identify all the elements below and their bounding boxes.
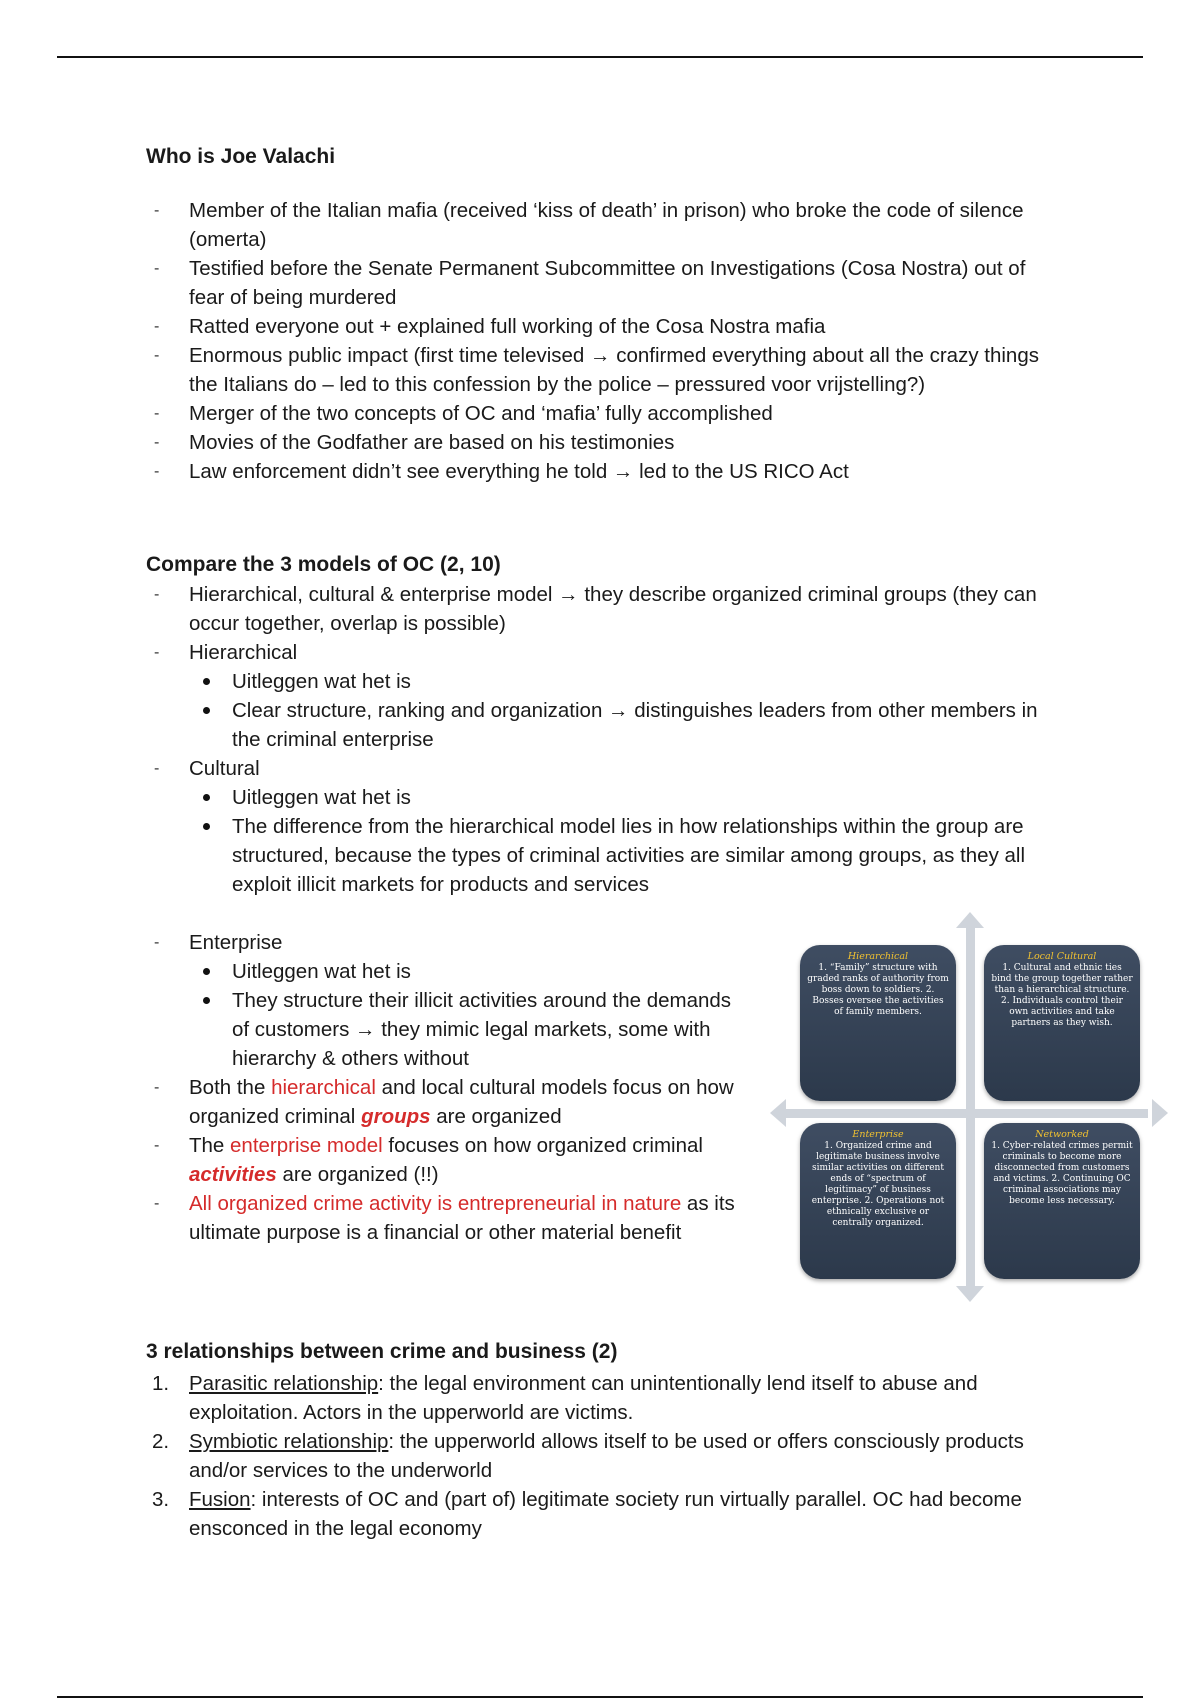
text: are organized (!!) — [276, 1163, 439, 1186]
relationships-list — [146, 1369, 1066, 1543]
models-intro-list — [146, 580, 1066, 899]
oc-models-diagram — [770, 912, 1170, 1302]
box-body: 1. “Family” structure with graded ranks of authority from boss down to soldiers. 2. Bosses oversee the activities of family members. — [807, 963, 949, 1017]
diagram-box-hierarchical — [800, 945, 956, 1101]
text: Both the — [189, 1076, 272, 1099]
list-item: - Law enforcement didn’t see everything he told → led to the US RICO Act — [146, 457, 1066, 486]
box-body: 1. Cultural and ethnic ties bind the group together rather than a hierarchical structure. 2. Individuals control their own activities and take partners as they wish. — [991, 963, 1133, 1028]
box-title: Local Cultural — [1027, 951, 1097, 962]
sub-list — [146, 667, 1066, 754]
list-item-enterprise — [146, 928, 766, 1073]
term: Symbiotic relationship — [189, 1430, 389, 1453]
text: are organized — [430, 1105, 562, 1128]
text: as its ultimate purpose is a financial or other material benefit — [189, 1192, 735, 1244]
list-item: - Movies of the Godfather are based on his testimonies — [146, 428, 1066, 457]
valachi-list — [146, 196, 1066, 486]
arrow-up-icon — [956, 912, 984, 928]
list-item: - Testified before the Senate Permanent Subcommittee on Investigations (Cosa Nostra) out of fear of being murdered — [146, 254, 1066, 312]
sub-item: Uitleggen wat het is — [189, 957, 766, 986]
list-item — [146, 1485, 1066, 1543]
top-rule — [57, 56, 1143, 58]
sub-item: Uitleggen wat het is — [189, 783, 1066, 812]
label: Hierarchical — [189, 641, 298, 664]
item-number: 3. — [152, 1488, 170, 1511]
text: focuses on how organized criminal — [382, 1134, 703, 1157]
list-item-entrepreneurial — [146, 1189, 744, 1247]
section-heading-models: Compare the 3 models of OC (2, 10) — [146, 553, 501, 576]
bottom-rule — [57, 1696, 1143, 1698]
text: The — [189, 1134, 231, 1157]
text: : the legal environment can unintentionally lend itself to abuse and exploitation. Actors in the upperworld are victims. — [189, 1372, 978, 1424]
list-item-hierarchical — [146, 638, 1066, 754]
term: Fusion — [189, 1488, 251, 1511]
list-item — [146, 1427, 1066, 1485]
sub-list — [146, 783, 1066, 899]
label: Enterprise — [189, 931, 283, 954]
box-body: 1. Cyber-related crimes permit criminals to become more disconnected from customers and victims. 2. Continuing OC criminal associations may become less necessary. — [991, 1141, 1133, 1206]
section-heading-relationships: 3 relationships between crime and business (2) — [146, 1340, 618, 1363]
list-item-cultural — [146, 754, 1066, 899]
box-title: Hierarchical — [847, 951, 909, 962]
list-item: - Enormous public impact (first time televised → confirmed everything about all the crazy things the Italians do – led to this confession by the police – pressured voor vrijstelling?) — [146, 341, 1066, 399]
arrow-right-icon — [1152, 1099, 1168, 1127]
box-title: Enterprise — [852, 1129, 904, 1140]
arrow-left-icon — [770, 1099, 786, 1127]
sub-item: They structure their illicit activities around the demands of customers → they mimic legal markets, some with hierarchy & others without — [189, 986, 752, 1073]
text-entrepreneurial-red: All organized crime activity is entrepreneurial in nature — [189, 1192, 682, 1215]
list-item: - Hierarchical, cultural & enterprise model → they describe organized criminal groups (they can occur together, overlap is possible) — [146, 580, 1066, 638]
vertical-axis — [966, 924, 975, 1290]
diagram-box-enterprise — [800, 1123, 956, 1279]
term: Parasitic relationship — [189, 1372, 379, 1395]
list-item: - Ratted everyone out + explained full working of the Cosa Nostra mafia — [146, 312, 1066, 341]
item-number: 1. — [152, 1372, 170, 1395]
diagram-box-networked — [984, 1123, 1140, 1279]
models-enterprise-list — [146, 928, 766, 1247]
box-title: Networked — [1035, 1129, 1089, 1140]
label: Cultural — [189, 757, 260, 780]
sub-item: Clear structure, ranking and organization → distinguishes leaders from other members in the criminal enterprise — [189, 696, 1066, 754]
sub-item: Uitleggen wat het is — [189, 667, 1066, 696]
list-item — [146, 1369, 1066, 1427]
sub-item: The difference from the hierarchical model lies in how relationships within the group are structured, because the types of criminal activities are similar among groups, as they all exploit illicit markets for products and services — [189, 812, 1052, 899]
list-item: - Member of the Italian mafia (received ‘kiss of death’ in prison) who broke the code of silence (omerta) — [146, 196, 1066, 254]
arrow-down-icon — [956, 1286, 984, 1302]
text-activities-emphasis: activities — [189, 1163, 277, 1186]
item-number: 2. — [152, 1430, 170, 1453]
section-heading-valachi: Who is Joe Valachi — [146, 145, 336, 168]
list-item: - Merger of the two concepts of OC and ‘mafia’ fully accomplished — [146, 399, 1066, 428]
text-enterprise-red: enterprise model — [230, 1134, 383, 1157]
text: : interests of OC and (part of) legitimate society run virtually parallel. OC had become ensconced in the legal economy — [189, 1488, 1022, 1540]
sub-list — [146, 957, 766, 1073]
text: and local cultural models focus on how organized criminal — [189, 1076, 734, 1128]
list-item-enterprise-focus — [146, 1131, 744, 1189]
diagram-box-local-cultural — [984, 945, 1140, 1101]
list-item-both-models — [146, 1073, 744, 1131]
text-groups-emphasis: groups — [361, 1105, 431, 1128]
horizontal-axis — [782, 1109, 1148, 1118]
box-body: 1. Organized crime and legitimate business involve similar activities on different ends of “spectrum of legitimacy” of business enterprise. 2. Operations not ethnically exclusive or centrally organized. — [811, 1141, 945, 1228]
text-hierarchical-red: hierarchical — [271, 1076, 376, 1099]
text: : the upperworld allows itself to be used or offers consciously products and/or services to the underworld — [189, 1430, 1024, 1482]
